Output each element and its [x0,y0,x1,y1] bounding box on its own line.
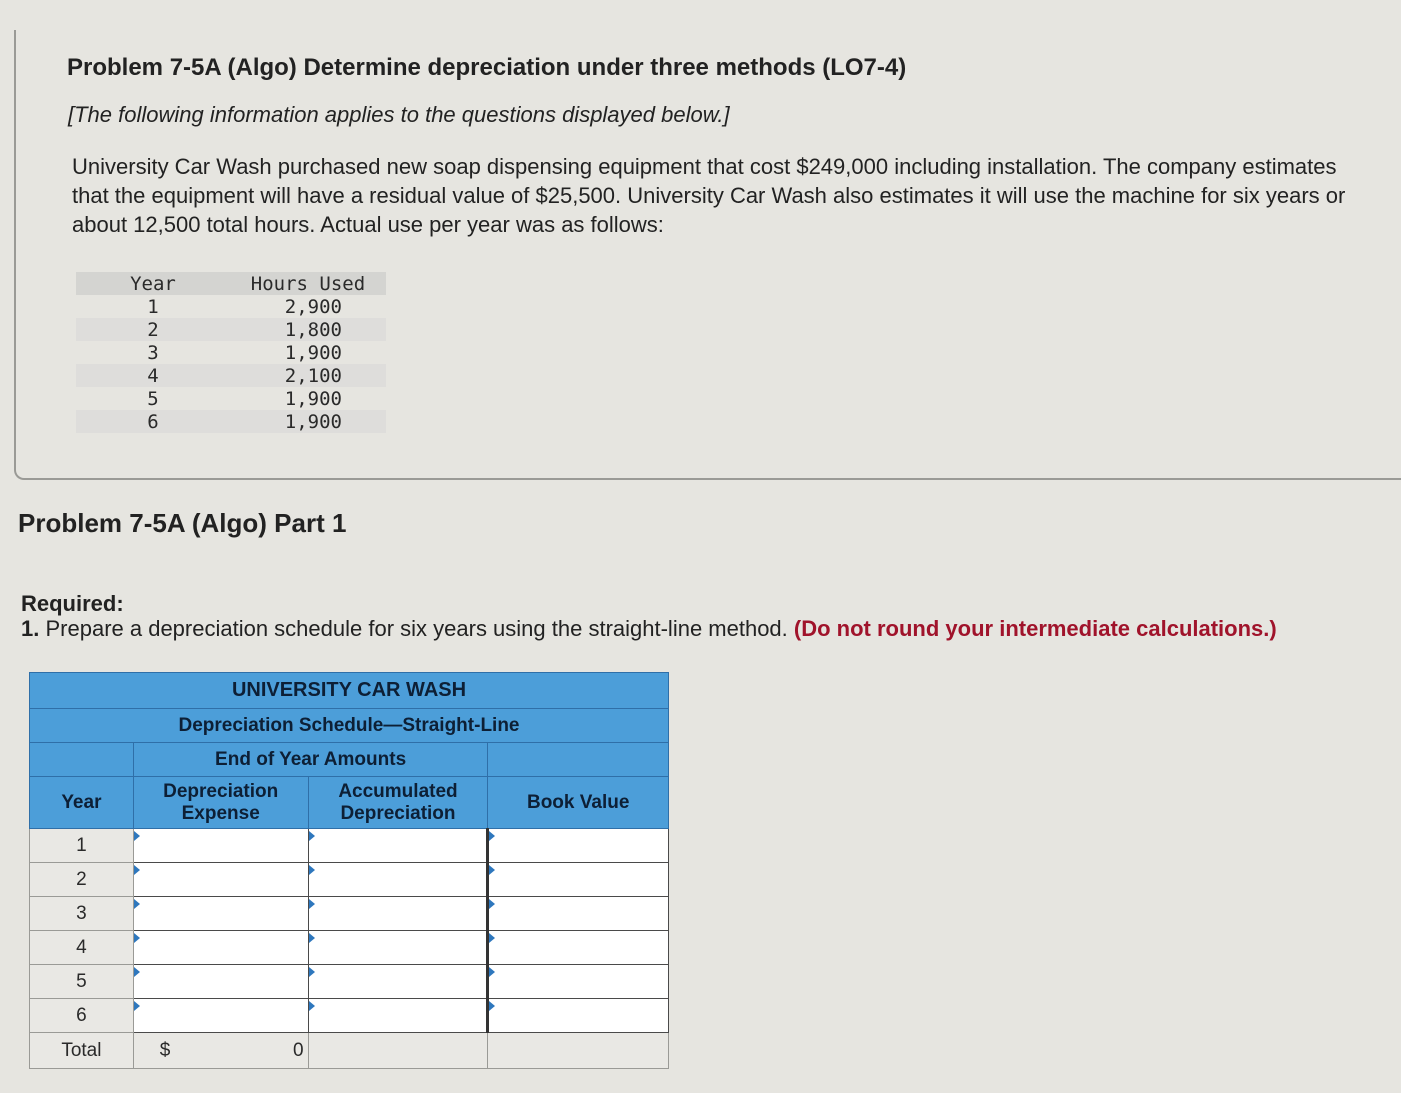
hours-table-row [76,410,386,433]
hours-table-year: 3 [147,341,159,364]
required-note: (Do not round your intermediate calculations.) [793,616,1277,641]
col-header-year: Year [30,777,134,829]
depreciation-expense-input[interactable] [133,999,308,1033]
schedule-title: Depreciation Schedule—Straight-Line [30,709,669,743]
depreciation-expense-input[interactable] [133,863,308,897]
hours-table-hours: 2,100 [230,364,386,387]
schedule-year: 3 [30,897,134,931]
schedule-year: 5 [30,965,134,999]
part-title: Problem 7-5A (Algo) Part 1 [18,508,347,538]
hours-table-year: 4 [76,364,230,387]
hours-table-year: 5 [147,387,159,410]
required-instruction [21,616,1277,642]
hours-table-header-hours: Hours Used [230,272,386,295]
col-header-acc-line1: Accumulated [338,780,458,802]
hours-table-row [76,318,386,341]
col-header-depreciation-expense [133,777,308,829]
accumulated-depreciation-input[interactable] [308,931,488,965]
total-accumulated-blank [308,1033,488,1069]
required-label: Required: [21,591,124,616]
hours-table-year: 2 [76,318,230,341]
total-book-value-blank [488,1033,669,1069]
required-text: Prepare a depreciation schedule for six years using the straight-line method. [45,616,788,641]
hours-table-row [76,341,386,364]
depreciation-schedule-table [29,672,669,1069]
schedule-row [30,829,669,863]
schedule-row [30,931,669,965]
hours-used-table [76,272,386,433]
book-value-input[interactable] [488,863,669,897]
hours-table-hours: 2,900 [284,295,342,318]
hours-table-row [76,387,386,410]
book-value-input[interactable] [488,829,669,863]
col-header-dep-line2: Expense [181,802,260,824]
schedule-year: 2 [30,863,134,897]
schedule-year: 6 [30,999,134,1033]
accumulated-depreciation-input[interactable] [308,897,488,931]
schedule-row [30,999,669,1033]
book-value-input[interactable] [488,897,669,931]
hours-table-row [76,295,386,318]
total-currency-symbol: $ [159,1039,171,1061]
schedule-year: 4 [30,931,134,965]
hours-table-hours: 1,800 [230,318,386,341]
problem-title: Problem 7-5A (Algo) Determine depreciation under three methods (LO7-4) [67,54,907,81]
book-value-input[interactable] [488,965,669,999]
total-depreciation-expense [133,1033,308,1069]
hours-table-header-year: Year [76,272,230,295]
depreciation-expense-input[interactable] [133,829,308,863]
schedule-row [30,897,669,931]
accumulated-depreciation-input[interactable] [308,863,488,897]
schedule-header-spacer [30,743,134,777]
hours-table-row [76,364,386,387]
col-header-dep-line1: Depreciation [163,780,279,802]
depreciation-expense-input[interactable] [133,965,308,999]
schedule-header-spacer [488,743,669,777]
accumulated-depreciation-input[interactable] [308,999,488,1033]
col-header-acc-line2: Depreciation [340,802,456,824]
depreciation-expense-input[interactable] [133,931,308,965]
required-number: 1. [21,616,40,641]
total-depreciation-value: 0 [293,1039,304,1061]
schedule-subheader: End of Year Amounts [133,743,488,777]
depreciation-expense-input[interactable] [133,897,308,931]
schedule-total-row [30,1033,669,1069]
schedule-row [30,863,669,897]
problem-note: [The following information applies to the questions displayed below.] [68,102,730,127]
schedule-year: 1 [30,829,134,863]
col-header-book-value: Book Value [488,777,669,829]
schedule-row [30,965,669,999]
col-header-accumulated-depreciation [308,777,488,829]
hours-table-hours: 1,900 [284,341,342,364]
accumulated-depreciation-input[interactable] [308,965,488,999]
total-label: Total [30,1033,134,1069]
schedule-company: UNIVERSITY CAR WASH [30,673,669,709]
hours-table-year: 6 [76,410,230,433]
book-value-input[interactable] [488,931,669,965]
problem-description: University Car Wash purchased new soap dispensing equipment that cost $249,000 including installation. The company estimates that the equipment will have a residual value of $25,500. University Car Wash also estimates it will use the machine for six years or about 12,500 total hours. Actual use per year was as follows: [72,154,1346,237]
hours-table-hours: 1,900 [284,387,342,410]
book-value-input[interactable] [488,999,669,1033]
accumulated-depreciation-input[interactable] [308,829,488,863]
hours-table-hours: 1,900 [230,410,386,433]
hours-table-year: 1 [147,295,159,318]
